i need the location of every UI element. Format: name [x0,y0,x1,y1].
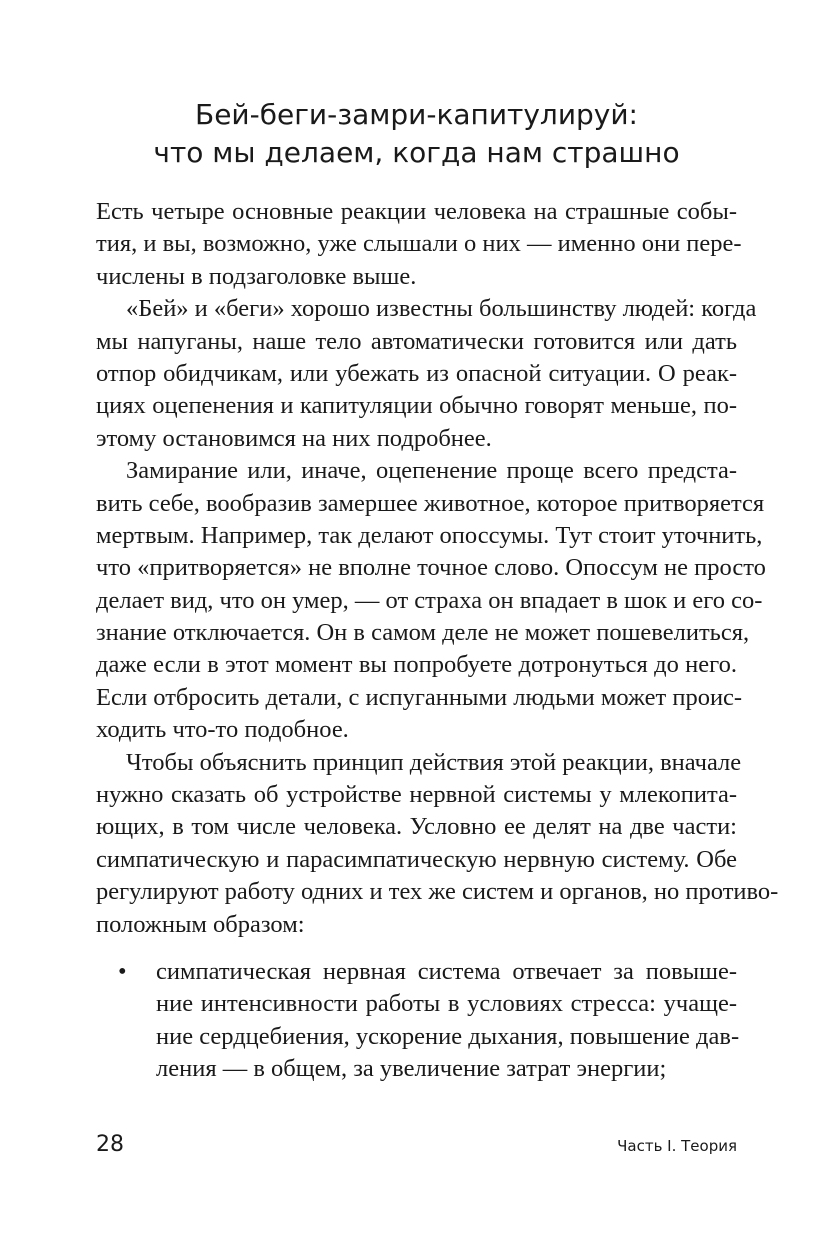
page-footer [96,1132,737,1162]
text-line: ходить что-то подобное. [96,716,349,744]
text-line: что «притворяется» не вполне точное слово. Опоссум не просто [96,554,766,582]
text-line: даже если в этот момент вы попробуете дотронуться до него. [96,651,737,679]
text-line: тия, и вы, возможно, уже слышали о них — именно они пере- [96,230,742,258]
text-line: положным образом: [96,910,305,938]
text-line: ющих, в том числе человека. Условно ее делят на две части: [96,813,737,841]
text-line: вить себе, вообразив замершее животное, которое притворяется [96,489,765,517]
text-line: делает вид, что он умер, — от страха он впадает в шок и его со- [96,586,763,614]
text-line: мертвым. Например, так делают опоссумы. Тут стоит уточнить, [96,521,763,549]
text-line: симпатическая нервная система отвечает за повыше- [156,957,737,985]
paragraph-1 [96,196,742,293]
text-line: знание отключается. Он в самом деле не может пошевелиться, [96,619,750,647]
text-line: Замирание или, иначе, оцепенение проще всего предста- [126,457,737,485]
heading-line-2: что мы делаем, когда нам страшно [153,136,680,169]
text-line: ние интенсивности работы в условиях стресса: учаще- [156,990,737,1018]
page-number: 28 [96,1132,124,1157]
paragraph-2 [96,293,757,455]
text-line: отпор обидчикам, или убежать из опасной ситуации. О реак- [96,359,737,387]
text-line: Есть четыре основные реакции человека на страшные собы- [96,198,737,225]
bullet-text [156,956,740,1086]
body-text [96,196,779,1086]
text-line: нужно сказать об устройстве нервной системы у млекопита- [96,781,737,809]
text-line: мы напуганы, наше тело автоматически готовится или дать [96,327,737,355]
heading-line-1: Бей-беги-замри-капитулируй: [194,98,638,131]
text-line: циях оцепенения и капитуляции обычно говорят меньше, по- [96,392,737,420]
text-line: ления — в общем, за увеличение затрат энергии; [156,1055,667,1083]
text-line: симпатическую и парасимпатическую нервную систему. Обе [96,845,737,873]
text-line: регулируют работу одних и тех же систем и органов, но противо- [96,878,779,906]
section-heading [96,96,737,172]
text-line: «Бей» и «беги» хорошо известны большинству людей: когда [126,295,757,323]
bullet-list-item [96,956,740,1086]
bullet-icon: • [118,957,127,985]
text-line: ние сердцебиения, ускорение дыхания, повышение дав- [156,1022,740,1050]
paragraph-4 [96,747,779,941]
text-line: Если отбросить детали, с испуганными людьми может проис- [96,683,743,711]
paragraph-3 [96,455,766,747]
text-line: числены в подзаголовке выше. [96,262,417,290]
text-line: этому остановимся на них подробнее. [96,424,492,452]
running-head: Часть I. Теория [617,1137,737,1155]
text-line: Чтобы объяснить принцип действия этой реакции, вначале [126,748,742,776]
